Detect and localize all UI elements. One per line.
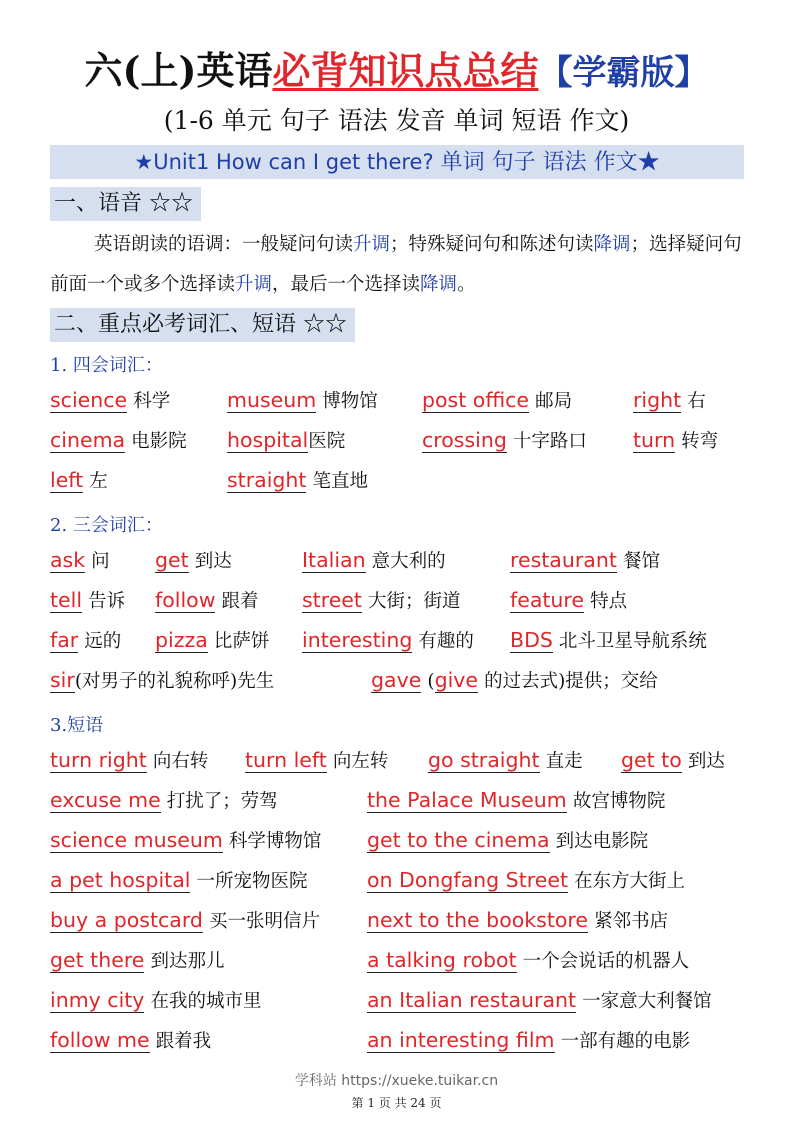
para-text: ；特殊疑问句和陈述句读 xyxy=(390,234,594,255)
phrase-item xyxy=(50,865,308,895)
phrase-item xyxy=(367,865,685,895)
vocab-item xyxy=(227,425,345,455)
phrase-zh: 到达电影院 xyxy=(555,831,649,852)
vocab-en: ask xyxy=(50,548,86,572)
vocab-item xyxy=(422,425,587,455)
vocab-en: Italian xyxy=(302,548,366,572)
para-text: ；选择疑问句前面一个或多个选择读 xyxy=(50,234,742,295)
phrase-en: buy a postcard xyxy=(50,908,203,932)
para-text: ，最后一个选择读 xyxy=(272,274,421,295)
page-subtitle: (1-6 单元 句子 语法 发音 单词 短语 作文) xyxy=(163,106,630,135)
phrase-item xyxy=(50,785,278,815)
vocab-item xyxy=(50,385,170,415)
phrase-en: get to the cinema xyxy=(367,828,550,852)
vocab-zh: 特点 xyxy=(590,591,628,612)
rising-tone: 升调 xyxy=(235,274,273,295)
vocab-en: far xyxy=(50,628,79,652)
phrase-en: an Italian restaurant xyxy=(367,988,577,1012)
vocab-paren: ( xyxy=(427,671,435,692)
phrase-item xyxy=(50,825,321,855)
vocab-item xyxy=(510,625,707,655)
vocab-en: follow xyxy=(155,588,216,612)
footer-page-number: 第 1 页 共 24 页 xyxy=(351,1096,442,1110)
vocab-zh: 到达 xyxy=(194,551,232,572)
vocab-item xyxy=(50,585,125,615)
vocab-item xyxy=(50,465,108,495)
vocab-zh: 医院 xyxy=(308,431,346,452)
phrase-en: science museum xyxy=(50,828,223,852)
vocab-item xyxy=(510,545,660,575)
phrase-en: the Palace Museum xyxy=(367,788,567,812)
vocab-en: sir xyxy=(50,668,75,692)
phrase-zh: 一所宠物医院 xyxy=(196,871,308,892)
vocab-item xyxy=(371,665,658,695)
vocab-en: street xyxy=(302,588,362,612)
unit-title: ★Unit1 How can I get there? xyxy=(134,150,434,174)
para-text: 。 xyxy=(457,274,476,295)
vocab-zh: 远的 xyxy=(84,631,122,652)
vocab-item xyxy=(422,385,572,415)
vocab-zh: 的过去式)提供；交给 xyxy=(484,671,658,692)
para-text: 英语朗读的语调：一般疑问句读 xyxy=(94,234,354,255)
vocab-en: gave xyxy=(371,668,422,692)
vocab-zh: 邮局 xyxy=(535,391,573,412)
vocab-en: post office xyxy=(422,388,530,412)
phrase-zh: 向右转 xyxy=(152,751,209,772)
vocab-item xyxy=(50,625,121,655)
phrase-en: excuse me xyxy=(50,788,161,812)
vocab-item xyxy=(227,385,378,415)
vocab-zh: 左 xyxy=(89,471,108,492)
phrase-en: turn left xyxy=(245,748,327,772)
unit-topics: 单词 句子 语法 作文★ xyxy=(433,150,660,175)
vocab-zh: 告诉 xyxy=(88,591,126,612)
vocab-en: give xyxy=(434,668,479,692)
phrase-item xyxy=(367,825,648,855)
subheading-three-skill: 2. 三会词汇： xyxy=(50,515,163,536)
vocab-zh: 跟着 xyxy=(221,591,259,612)
phrase-zh: 在东方大街上 xyxy=(574,871,686,892)
vocab-zh: 博物馆 xyxy=(322,391,378,412)
phonetics-paragraph xyxy=(50,225,750,305)
phrase-en: a pet hospital xyxy=(50,868,191,892)
vocab-zh: 问 xyxy=(91,551,110,572)
vocab-zh: 有趣的 xyxy=(418,631,474,652)
phrase-zh: 在我的城市里 xyxy=(150,991,262,1012)
vocab-en: straight xyxy=(227,468,307,492)
vocab-zh: (对男子的礼貌称呼)先生 xyxy=(74,671,275,692)
vocab-zh: 比萨饼 xyxy=(213,631,270,652)
vocab-zh: 电影院 xyxy=(131,431,187,452)
rising-tone: 升调 xyxy=(353,234,391,255)
phrase-zh: 直走 xyxy=(545,751,583,772)
phrase-en: inmy city xyxy=(50,988,145,1012)
phrase-item xyxy=(50,905,320,935)
phrase-en: get to xyxy=(621,748,682,772)
subheading-phrases: 3.短语 xyxy=(50,715,104,736)
falling-tone: 降调 xyxy=(593,234,631,255)
phrase-item xyxy=(428,745,583,775)
vocab-item xyxy=(50,425,187,455)
phrase-zh: 故宫博物院 xyxy=(572,791,666,812)
phrase-item xyxy=(367,785,665,815)
phrase-item xyxy=(50,945,224,975)
phrase-item xyxy=(367,1025,690,1055)
phrase-en: follow me xyxy=(50,1028,150,1052)
vocab-zh: 意大利的 xyxy=(371,551,446,572)
phrase-zh: 到达那儿 xyxy=(150,951,225,972)
vocab-item xyxy=(633,425,718,455)
phrase-zh: 紧邻书店 xyxy=(594,911,669,932)
vocab-item xyxy=(302,545,446,575)
vocab-item xyxy=(50,545,110,575)
phrase-en: next to the bookstore xyxy=(367,908,589,932)
phrase-item xyxy=(367,905,668,935)
phrase-zh: 向左转 xyxy=(332,751,389,772)
vocab-item xyxy=(155,545,232,575)
vocab-item xyxy=(302,585,461,615)
vocab-en: turn xyxy=(633,428,676,452)
vocab-zh: 右 xyxy=(687,391,706,412)
vocab-en: BDS xyxy=(510,628,553,652)
falling-tone: 降调 xyxy=(420,274,458,295)
vocab-en: pizza xyxy=(155,628,208,652)
vocab-en: get xyxy=(155,548,189,572)
phrase-zh: 一部有趣的电影 xyxy=(560,1031,691,1052)
vocab-en: hospital xyxy=(227,428,309,452)
vocab-zh: 大街；街道 xyxy=(368,591,461,612)
vocab-zh: 科学 xyxy=(133,391,171,412)
title-edition: 【学霸版】 xyxy=(538,53,709,93)
vocab-en: right xyxy=(633,388,682,412)
vocab-item xyxy=(155,585,259,615)
unit-banner xyxy=(50,145,744,179)
phrase-item xyxy=(367,985,712,1015)
page-title xyxy=(0,48,793,96)
phrase-zh: 科学博物馆 xyxy=(228,831,322,852)
footer-site: 学科站 https://xueke.tuikar.cn xyxy=(294,1073,499,1089)
phrase-en: get there xyxy=(50,948,145,972)
vocab-item xyxy=(633,385,706,415)
vocab-zh: 转弯 xyxy=(681,431,719,452)
phrase-item xyxy=(621,745,725,775)
section-heading-phonetics: 一、语音 ☆☆ xyxy=(50,187,201,221)
phrase-en: go straight xyxy=(428,748,540,772)
phrase-item xyxy=(50,1025,211,1055)
vocab-zh: 餐馆 xyxy=(622,551,660,572)
phrase-zh: 到达 xyxy=(687,751,725,772)
phrase-en: on Dongfang Street xyxy=(367,868,568,892)
vocab-en: feature xyxy=(510,588,585,612)
vocab-item xyxy=(50,665,274,695)
vocab-item xyxy=(155,625,269,655)
vocab-en: crossing xyxy=(422,428,507,452)
phrase-item xyxy=(50,985,262,1015)
phrase-zh: 一个会说话的机器人 xyxy=(522,951,690,972)
phrase-en: an interesting film xyxy=(367,1028,555,1052)
vocab-item xyxy=(227,465,368,495)
phrase-en: a talking robot xyxy=(367,948,517,972)
title-grade: 六(上)英语 xyxy=(84,48,273,93)
vocab-en: cinema xyxy=(50,428,126,452)
vocab-zh: 笔直地 xyxy=(312,471,369,492)
vocab-en: interesting xyxy=(302,628,413,652)
phrase-item xyxy=(245,745,388,775)
vocab-item xyxy=(510,585,627,615)
subheading-four-skill: 1. 四会词汇： xyxy=(50,355,163,376)
phrase-zh: 买一张明信片 xyxy=(208,911,320,932)
phrase-item xyxy=(367,945,689,975)
vocab-en: tell xyxy=(50,588,83,612)
vocab-zh: 北斗卫星导航系统 xyxy=(558,631,707,652)
vocab-en: science xyxy=(50,388,128,412)
vocab-en: left xyxy=(50,468,84,492)
phrase-zh: 一家意大利餐馆 xyxy=(582,991,712,1012)
vocab-en: restaurant xyxy=(510,548,617,572)
phrase-item xyxy=(50,745,208,775)
phrase-en: turn right xyxy=(50,748,147,772)
phrase-zh: 跟着我 xyxy=(155,1031,212,1052)
vocab-item xyxy=(302,625,474,655)
section-heading-vocabulary: 二、重点必考词汇、短语 ☆☆ xyxy=(50,308,355,342)
phrase-zh: 打扰了；劳驾 xyxy=(166,791,278,812)
vocab-zh: 十字路口 xyxy=(512,431,587,452)
title-highlight: 必背知识点总结 xyxy=(272,48,539,93)
vocab-en: museum xyxy=(227,388,317,412)
